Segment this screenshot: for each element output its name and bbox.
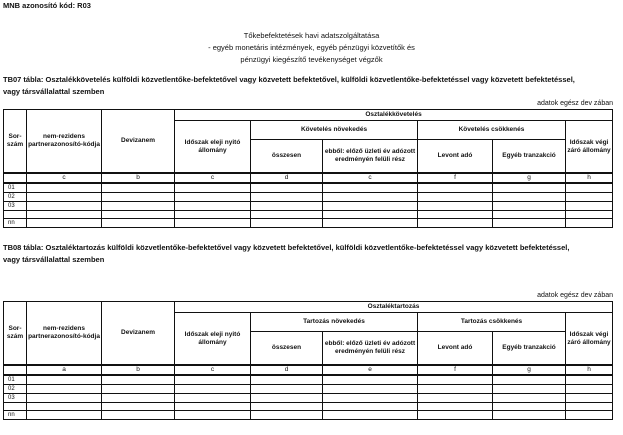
data-cell[interactable] bbox=[102, 202, 175, 211]
data-cell[interactable] bbox=[323, 193, 418, 202]
data-cell[interactable] bbox=[102, 375, 175, 385]
row-number: 02 bbox=[4, 193, 27, 202]
data-cell[interactable] bbox=[418, 375, 493, 385]
tb07-heading-line2: vagy társvállalattal szemben bbox=[3, 87, 105, 96]
col-letter: c bbox=[323, 173, 418, 183]
data-cell[interactable] bbox=[493, 202, 566, 211]
data-cell[interactable] bbox=[418, 385, 493, 394]
data-cell[interactable] bbox=[102, 211, 175, 219]
data-cell[interactable] bbox=[493, 211, 566, 219]
table-row bbox=[4, 403, 613, 411]
col-partner-code: nem-rezidens partnerazonosító-kódja bbox=[27, 302, 102, 366]
table-row bbox=[4, 193, 613, 202]
data-cell[interactable] bbox=[493, 375, 566, 385]
tb08-heading bbox=[3, 242, 618, 266]
tb07-heading bbox=[3, 74, 618, 98]
col-partner-code: nem-rezidens partnerazonosító-kódja bbox=[27, 110, 102, 174]
data-cell[interactable] bbox=[418, 394, 493, 403]
data-cell[interactable] bbox=[566, 394, 613, 403]
col-total: összesen bbox=[251, 332, 323, 366]
data-cell[interactable] bbox=[566, 193, 613, 202]
data-cell[interactable] bbox=[27, 202, 102, 211]
table-row bbox=[4, 219, 613, 228]
table-row bbox=[4, 183, 613, 193]
data-cell[interactable] bbox=[418, 411, 493, 420]
data-cell[interactable] bbox=[175, 411, 251, 420]
data-cell[interactable] bbox=[251, 193, 323, 202]
tb07-table bbox=[3, 109, 613, 228]
row-number: 01 bbox=[4, 183, 27, 193]
data-cell[interactable] bbox=[175, 183, 251, 193]
data-cell[interactable] bbox=[323, 202, 418, 211]
data-cell[interactable] bbox=[566, 211, 613, 219]
col-prev-year-part: ebből: előző üzleti év adózott eredményén felüli rész bbox=[323, 140, 418, 174]
col-opening-stock: Időszak eleji nyitó állomány bbox=[175, 121, 251, 174]
data-cell[interactable] bbox=[27, 394, 102, 403]
data-cell[interactable] bbox=[418, 211, 493, 219]
col-closing-stock: Időszak végi záró állomány bbox=[566, 313, 613, 366]
data-cell[interactable] bbox=[251, 394, 323, 403]
data-cell[interactable] bbox=[102, 403, 175, 411]
data-cell[interactable] bbox=[493, 219, 566, 228]
data-cell[interactable] bbox=[251, 219, 323, 228]
row-number: 01 bbox=[4, 375, 27, 385]
col-letter: f bbox=[418, 365, 493, 375]
data-cell[interactable] bbox=[323, 394, 418, 403]
title-line: - egyéb monetáris intézmények, egyéb pénzügyi közvetítők és bbox=[208, 43, 415, 52]
col-letter: d bbox=[251, 365, 323, 375]
data-cell[interactable] bbox=[418, 202, 493, 211]
col-opening-stock: Időszak eleji nyitó állomány bbox=[175, 313, 251, 366]
data-cell[interactable] bbox=[323, 385, 418, 394]
increase-header: Tartozás növekedés bbox=[251, 313, 418, 332]
table-row bbox=[4, 411, 613, 420]
col-letter: g bbox=[493, 173, 566, 183]
data-cell[interactable] bbox=[566, 219, 613, 228]
col-prev-year-part: ebből: előző üzleti év adózott eredményén felüli rész bbox=[323, 332, 418, 366]
table-row bbox=[4, 375, 613, 385]
data-cell[interactable] bbox=[27, 411, 102, 420]
data-cell[interactable] bbox=[493, 411, 566, 420]
data-cell[interactable] bbox=[493, 403, 566, 411]
title-line: pénzügyi kiegészítő tevékenységet végzők bbox=[240, 55, 383, 64]
tb07-unit-note: adatok egész dev zában bbox=[537, 100, 613, 107]
data-cell[interactable] bbox=[493, 193, 566, 202]
col-letter: c bbox=[175, 365, 251, 375]
col-closing-stock: Időszak végi záró állomány bbox=[566, 121, 613, 174]
table-row bbox=[4, 211, 613, 219]
col-letter: e bbox=[323, 365, 418, 375]
tb08-table bbox=[3, 301, 613, 420]
row-number: 02 bbox=[4, 385, 27, 394]
data-cell[interactable] bbox=[27, 193, 102, 202]
data-cell[interactable] bbox=[323, 219, 418, 228]
data-cell[interactable] bbox=[418, 219, 493, 228]
table-row bbox=[4, 394, 613, 403]
data-cell[interactable] bbox=[323, 183, 418, 193]
col-levont-ado: Levont adó bbox=[418, 332, 493, 366]
data-cell[interactable] bbox=[175, 202, 251, 211]
data-cell[interactable] bbox=[251, 183, 323, 193]
decrease-header: Tartozás csökkenés bbox=[418, 313, 566, 332]
data-cell[interactable] bbox=[251, 411, 323, 420]
col-sorszam: Sor-szám bbox=[4, 302, 27, 366]
data-cell[interactable] bbox=[493, 385, 566, 394]
table-row bbox=[4, 202, 613, 211]
data-cell[interactable] bbox=[175, 385, 251, 394]
tb08-heading-line1: TB08 tábla: Osztaléktartozás külföldi közvetlentőke-befektetővel vagy közvetett befektetővel, külföldi közvetlentőke-befektetéssel vagy közvetett befektetéssel, bbox=[3, 243, 570, 252]
col-egyeb-tranzakcio: Egyéb tranzakció bbox=[493, 332, 566, 366]
row-number: nn bbox=[4, 411, 27, 420]
data-cell[interactable] bbox=[251, 211, 323, 219]
tb07-heading-line1: TB07 tábla: Osztalékkövetelés külföldi közvetlentőke-befektetővel vagy közvetett befektetővel, külföldi közvetlentőke-befektetéssel vagy közvetett befektetéssel, bbox=[3, 75, 575, 84]
data-cell[interactable] bbox=[102, 219, 175, 228]
data-cell[interactable] bbox=[27, 403, 102, 411]
col-letter: h bbox=[566, 365, 613, 375]
data-cell[interactable] bbox=[175, 193, 251, 202]
col-letter: f bbox=[418, 173, 493, 183]
col-letter: b bbox=[102, 173, 175, 183]
tb08-heading-line2: vagy társvállalattal szemben bbox=[3, 255, 105, 264]
row-number: 03 bbox=[4, 202, 27, 211]
col-letter: c bbox=[27, 173, 102, 183]
tb08-unit-note: adatok egész dev zában bbox=[537, 292, 613, 299]
row-number: 03 bbox=[4, 394, 27, 403]
data-cell[interactable] bbox=[566, 183, 613, 193]
data-cell[interactable] bbox=[323, 411, 418, 420]
data-cell[interactable] bbox=[27, 183, 102, 193]
data-cell[interactable] bbox=[27, 375, 102, 385]
row-number: nn bbox=[4, 219, 27, 228]
col-letter bbox=[4, 173, 27, 183]
col-sorszam: Sor-szám bbox=[4, 110, 27, 174]
data-cell[interactable] bbox=[493, 394, 566, 403]
data-cell[interactable] bbox=[27, 385, 102, 394]
data-cell[interactable] bbox=[566, 411, 613, 420]
col-devizanem: Devizanem bbox=[102, 302, 175, 366]
data-cell[interactable] bbox=[323, 211, 418, 219]
data-cell[interactable] bbox=[102, 385, 175, 394]
data-cell[interactable] bbox=[102, 394, 175, 403]
col-total: összesen bbox=[251, 140, 323, 174]
col-egyeb-tranzakcio: Egyéb tranzakció bbox=[493, 140, 566, 174]
data-cell[interactable] bbox=[175, 219, 251, 228]
row-number bbox=[4, 211, 27, 219]
data-cell[interactable] bbox=[251, 375, 323, 385]
col-letter: b bbox=[102, 365, 175, 375]
col-letter: c bbox=[175, 173, 251, 183]
group-header: Osztalékkövetelés bbox=[175, 110, 613, 121]
title-line: Tőkebefektetések havi adatszolgáltatása bbox=[243, 31, 380, 40]
col-letter: a bbox=[27, 365, 102, 375]
data-cell[interactable] bbox=[251, 403, 323, 411]
data-cell[interactable] bbox=[175, 375, 251, 385]
report-title bbox=[0, 30, 623, 66]
decrease-header: Követelés csökkenés bbox=[418, 121, 566, 140]
row-number bbox=[4, 403, 27, 411]
data-cell[interactable] bbox=[323, 375, 418, 385]
letter-row bbox=[4, 365, 613, 375]
col-levont-ado: Levont adó bbox=[418, 140, 493, 174]
letter-row bbox=[4, 173, 613, 183]
data-cell[interactable] bbox=[418, 403, 493, 411]
col-letter: d bbox=[251, 173, 323, 183]
col-letter: h bbox=[566, 173, 613, 183]
data-cell[interactable] bbox=[566, 202, 613, 211]
data-cell[interactable] bbox=[27, 219, 102, 228]
data-cell[interactable] bbox=[102, 183, 175, 193]
data-cell[interactable] bbox=[102, 193, 175, 202]
col-letter bbox=[4, 365, 27, 375]
data-cell[interactable] bbox=[323, 403, 418, 411]
data-cell[interactable] bbox=[566, 375, 613, 385]
data-cell[interactable] bbox=[566, 403, 613, 411]
data-cell[interactable] bbox=[251, 202, 323, 211]
group-header: Osztaléktartozás bbox=[175, 302, 613, 313]
data-cell[interactable] bbox=[175, 403, 251, 411]
col-devizanem: Devizanem bbox=[102, 110, 175, 174]
increase-header: Követelés növekedés bbox=[251, 121, 418, 140]
data-cell[interactable] bbox=[27, 211, 102, 219]
identifier-code: MNB azonosító kód: R03 bbox=[3, 1, 91, 10]
data-cell[interactable] bbox=[175, 211, 251, 219]
data-cell[interactable] bbox=[566, 385, 613, 394]
table-row bbox=[4, 385, 613, 394]
col-letter: g bbox=[493, 365, 566, 375]
data-cell[interactable] bbox=[251, 385, 323, 394]
data-cell[interactable] bbox=[418, 183, 493, 193]
data-cell[interactable] bbox=[418, 193, 493, 202]
data-cell[interactable] bbox=[102, 411, 175, 420]
data-cell[interactable] bbox=[175, 394, 251, 403]
data-cell[interactable] bbox=[493, 183, 566, 193]
